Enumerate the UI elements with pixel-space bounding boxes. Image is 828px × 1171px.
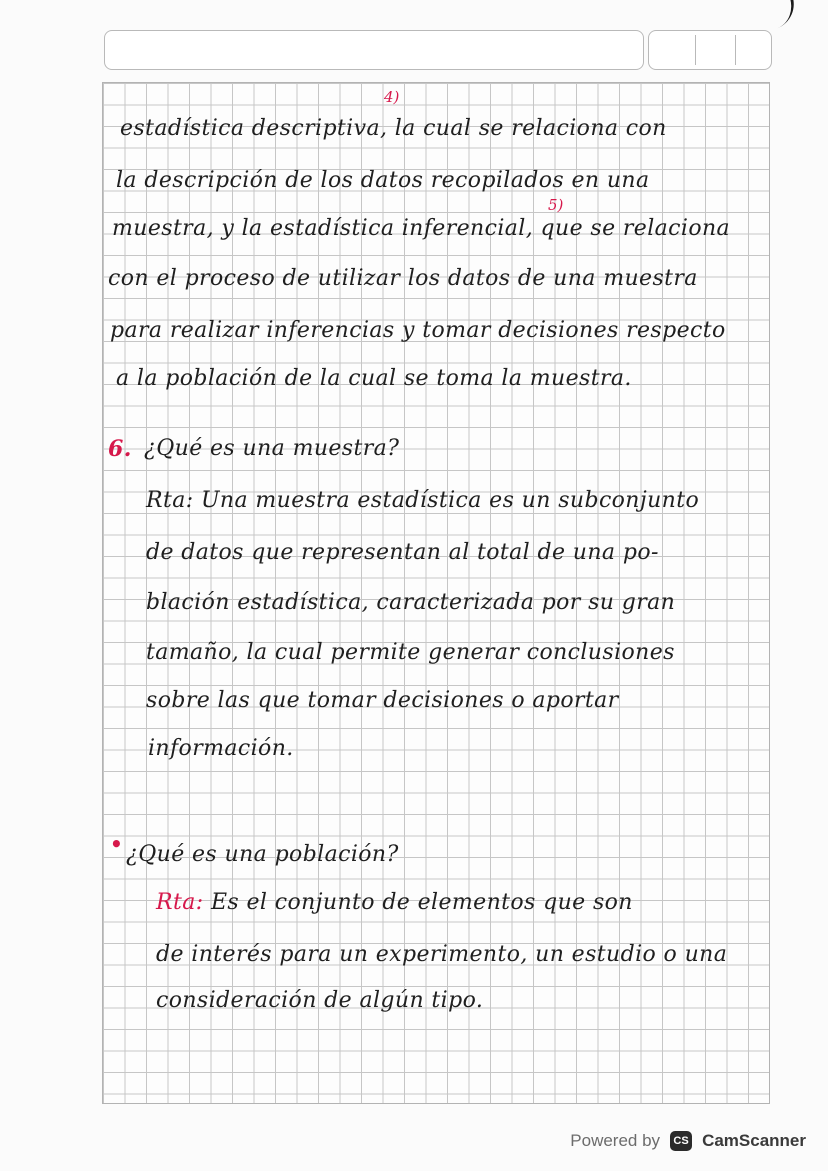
answer-line: tamaño, la cual permite generar conclusiones <box>146 640 675 665</box>
corner-pen-mark <box>759 0 801 32</box>
text-line: con el proceso de utilizar los datos de una muestra <box>108 266 698 291</box>
bullet: • <box>110 832 123 856</box>
camscanner-brand: CamScanner <box>702 1131 806 1150</box>
question-number: 6. <box>108 436 132 462</box>
camscanner-watermark <box>570 1124 806 1158</box>
text-line: a la población de la cual se toma la muestra. <box>116 366 632 391</box>
answer-line: de interés para un experimento, un estudio o una <box>156 942 728 967</box>
answer-line: sobre las que tomar decisiones o aportar <box>146 688 619 713</box>
page-header-box <box>104 30 644 70</box>
page-date-box <box>648 30 772 70</box>
question-title: ¿Qué es una población? <box>126 842 399 867</box>
answer-line <box>156 892 633 914</box>
answer-line: blación estadística, caracterizada por su gran <box>146 590 676 615</box>
answer-line: de datos que representan al total de una po- <box>146 540 659 565</box>
marker-4: 4) <box>384 88 400 106</box>
answer-line: consideración de algún tipo. <box>156 988 484 1013</box>
answer-text: Una muestra estadística es un subconjunto <box>200 488 700 513</box>
powered-by-text: Powered by <box>570 1131 661 1150</box>
answer-text: Es el conjunto de elementos que son <box>210 890 633 915</box>
answer-line: información. <box>148 736 294 761</box>
answer-line <box>146 490 699 512</box>
camscanner-logo-icon: CS <box>670 1131 692 1151</box>
answer-label: Rta: <box>146 488 194 513</box>
text-line: muestra, y la estadística inferencial, que se relaciona <box>112 216 731 241</box>
text-line: para realizar inferencias y tomar decisiones respecto <box>110 318 726 343</box>
question-title: ¿Qué es una muestra? <box>144 436 400 461</box>
answer-label: Rta: <box>156 890 204 915</box>
text-line: estadística descriptiva, la cual se relaciona con <box>120 116 667 141</box>
text-line: la descripción de los datos recopilados en una <box>116 168 650 193</box>
marker-5: 5) <box>548 196 564 214</box>
